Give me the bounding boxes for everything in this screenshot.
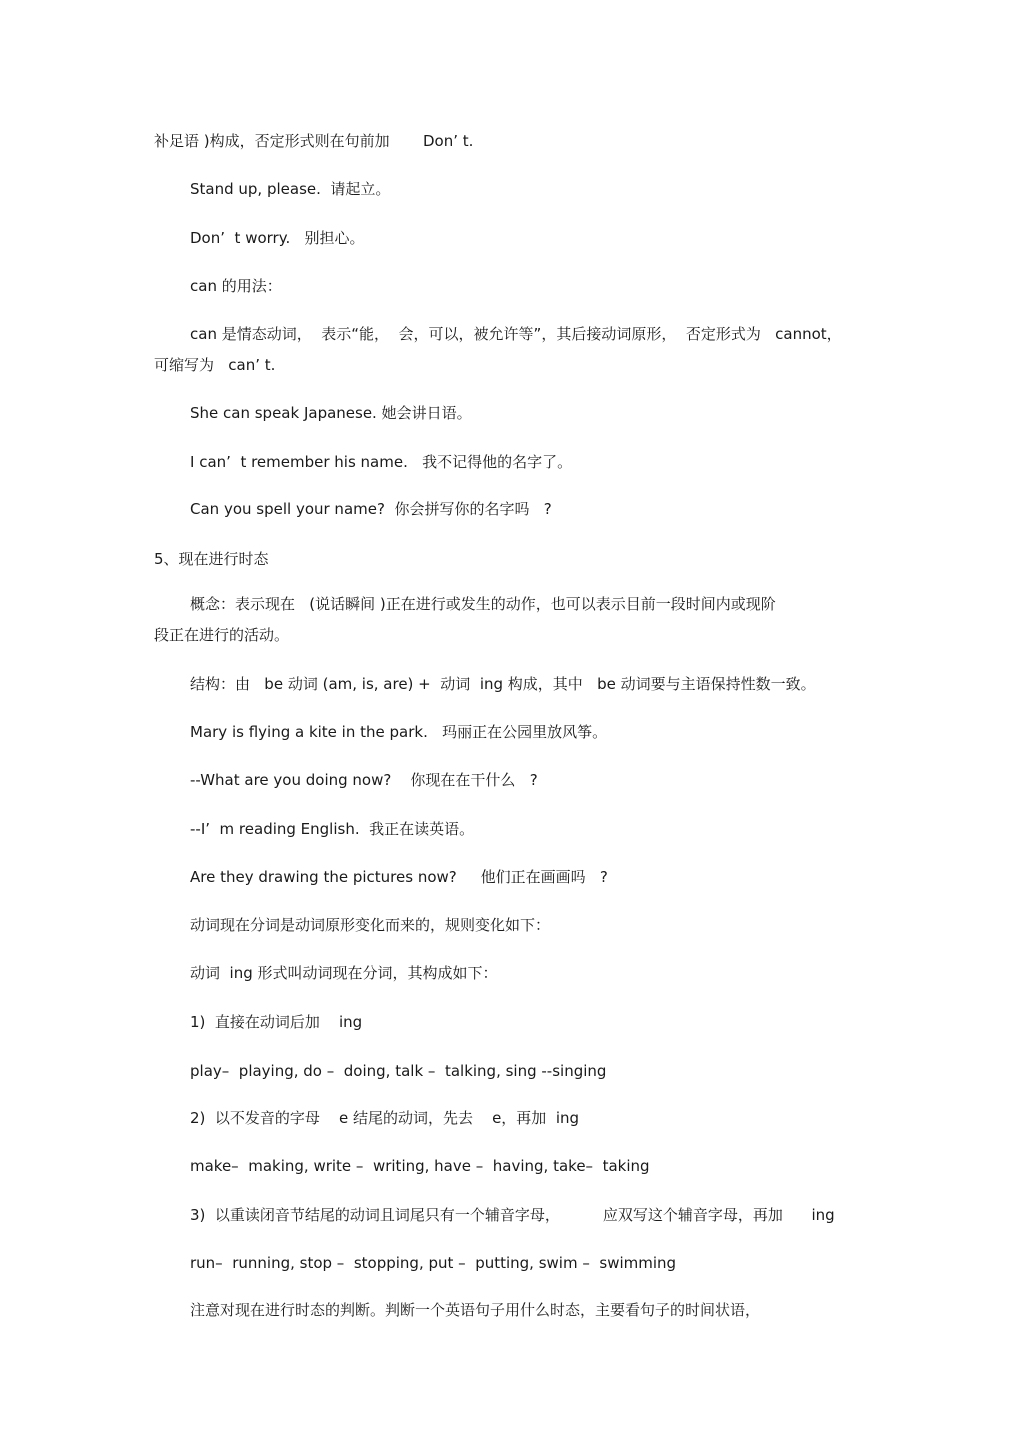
text-line: 段正在进行的活动。 [154,626,290,644]
text-line: 1) 直接在动词后加 ing [190,1013,363,1031]
text-line: run– running, stop – stopping, put – putting, swim – swimming [190,1254,677,1272]
text-line: I can’ t remember his name. 我不记得他的名字了。 [190,453,573,471]
text-line: --I’ m reading English. 我正在读英语。 [190,820,475,838]
text-line: Are they drawing the pictures now? 他们正在画画吗 ? [190,868,608,886]
text-line: 3) 以重读闭音节结尾的动词且词尾只有一个辅音字母， 应双写这个辅音字母，再加 ing [190,1206,835,1224]
text-line: play– playing, do – doing, talk – talking, sing --singing [190,1062,607,1080]
text-line: She can speak Japanese. 她会讲日语。 [190,404,472,422]
text-line: 动词现在分词是动词原形变化而来的，规则变化如下： [190,916,551,934]
text-line: Mary is flying a kite in the park. 玛丽正在公园里放风筝。 [190,723,608,741]
text-line: 注意对现在进行时态的判断。判断一个英语句子用什么时态，主要看句子的时间状语， [190,1301,761,1319]
text-line: 可缩写为 can’ t. [154,356,276,374]
text-line: can 的用法： [190,277,282,295]
text-line: Stand up, please. 请起立。 [190,180,391,198]
text-line: Don’ t worry. 别担心。 [190,229,365,247]
text-line: 2) 以不发音的字母 e 结尾的动词，先去 e，再加 ing [190,1109,580,1127]
text-line: 补足语 )构成，否定形式则在句前加 Don’ t. [154,132,474,150]
text-line: make– making, write – writing, have – having, take– taking [190,1157,650,1175]
text-line: 动词 ing 形式叫动词现在分词，其构成如下： [190,964,498,982]
text-line: 概念：表示现在 (说话瞬间 )正在进行或发生的动作，也可以表示目前一段时间内或现阶 [190,595,776,613]
text-line: --What are you doing now? 你现在在干什么 ? [190,771,538,789]
section-heading: 5、现在进行时态 [154,550,269,568]
text-line: Can you spell your name? 你会拼写你的名字吗 ? [190,500,552,518]
text-line: 结构：由 be 动词 (am, is, are) + 动词 ing 构成，其中 be 动词要与主语保持性数一致。 [190,675,816,693]
text-line: can 是情态动词， 表示“能， 会，可以，被允许等”，其后接动词原形， 否定形式为 cannot， [190,325,842,343]
